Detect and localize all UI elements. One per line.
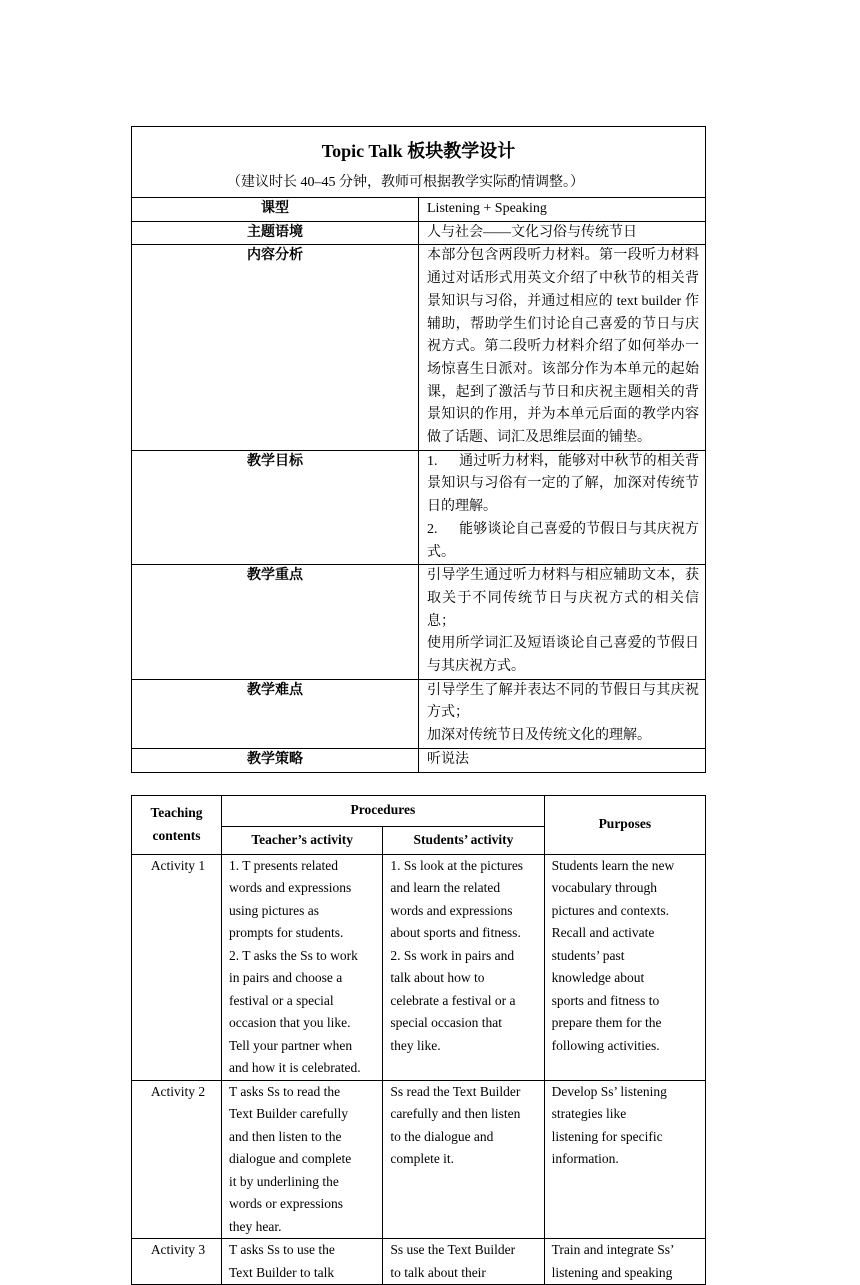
teacher-line: festival or a special bbox=[229, 992, 334, 1008]
row-content-analysis bbox=[132, 245, 706, 450]
students-cell bbox=[383, 1239, 544, 1285]
purposes-line: listening and speaking bbox=[551, 1264, 673, 1280]
teacher-cell bbox=[222, 854, 383, 1080]
purposes-line: strategies like bbox=[551, 1106, 627, 1122]
teacher-line: occasion that you like. bbox=[229, 1015, 351, 1031]
students-line: Ss read the Text Builder bbox=[390, 1083, 521, 1099]
title-cell bbox=[132, 127, 706, 198]
students-line: they like. bbox=[390, 1037, 441, 1053]
teacher-line: in pairs and choose a bbox=[229, 970, 343, 986]
label-key-points: 教学重点 bbox=[132, 565, 419, 680]
purposes-line: Train and integrate Ss’ bbox=[551, 1242, 675, 1258]
students-cell bbox=[383, 1080, 544, 1239]
students-line: Ss use the Text Builder bbox=[390, 1242, 516, 1258]
activity-name: Activity 2 bbox=[132, 1080, 222, 1239]
purposes-cell bbox=[544, 1239, 705, 1285]
students-line: to the dialogue and bbox=[390, 1128, 494, 1144]
teacher-line: 2. T asks the Ss to work bbox=[229, 947, 358, 963]
header-teacher-activity: Teacher’s activity bbox=[222, 826, 383, 854]
label-content-analysis: 内容分析 bbox=[132, 245, 419, 450]
purposes-line: knowledge about bbox=[551, 970, 645, 986]
table-row bbox=[132, 1239, 706, 1285]
teacher-line: Tell your partner when bbox=[229, 1037, 353, 1053]
page-title: Topic Talk 板块教学设计 bbox=[321, 141, 516, 161]
row-teaching-goals bbox=[132, 450, 706, 565]
row-strategy bbox=[132, 748, 706, 772]
label-theme-context: 主题语境 bbox=[132, 221, 419, 245]
students-line: and learn the related bbox=[390, 880, 501, 896]
table-row bbox=[132, 854, 706, 1080]
purposes-line: Develop Ss’ listening bbox=[551, 1083, 667, 1099]
teacher-line: and how it is celebrated. bbox=[229, 1060, 361, 1076]
activity-rows bbox=[132, 854, 706, 1285]
row-key-points bbox=[132, 565, 706, 680]
page-subtitle: （建议时长 40–45 分钟，教师可根据教学实际酌情调整。） bbox=[227, 175, 584, 190]
purposes-line: Recall and activate bbox=[551, 925, 655, 941]
value-lesson-type: Listening + Speaking bbox=[419, 198, 706, 222]
students-line: words and expressions bbox=[390, 902, 513, 918]
teacher-line: Text Builder to talk bbox=[229, 1264, 335, 1280]
teacher-cell bbox=[222, 1080, 383, 1239]
students-line: about sports and fitness. bbox=[390, 925, 521, 941]
students-cell bbox=[383, 854, 544, 1080]
students-line: special occasion that bbox=[390, 1015, 503, 1031]
teacher-line: words or expressions bbox=[229, 1196, 343, 1212]
teacher-line: T asks Ss to use the bbox=[229, 1242, 335, 1258]
procedures-table bbox=[131, 795, 706, 1285]
teacher-line: they hear. bbox=[229, 1218, 282, 1234]
row-difficulties bbox=[132, 679, 706, 748]
teacher-line: using pictures as bbox=[229, 902, 319, 918]
row-theme-context bbox=[132, 221, 706, 245]
row-lesson-type bbox=[132, 198, 706, 222]
purposes-line: sports and fitness to bbox=[551, 992, 660, 1008]
teacher-line: words and expressions bbox=[229, 880, 352, 896]
value-teaching-goals bbox=[419, 450, 706, 565]
header-students-activity: Students’ activity bbox=[383, 826, 544, 854]
activity-name: Activity 1 bbox=[132, 854, 222, 1080]
teacher-line: dialogue and complete bbox=[229, 1151, 352, 1167]
value-key-points: 引导学生通过听力材料与相应辅助文本，获取关于不同传统节日与庆祝方式的相关信息； 使用所学词汇及短语谈论自己喜爱的节假日与其庆祝方式。 bbox=[419, 565, 706, 680]
value-difficulties: 引导学生了解并表达不同的节假日与其庆祝方式； 加深对传统节日及传统文化的理解。 bbox=[419, 679, 706, 748]
header-teaching-contents: Teaching contents bbox=[132, 795, 222, 854]
purposes-cell bbox=[544, 1080, 705, 1239]
value-theme-context: 人与社会——文化习俗与传统节日 bbox=[419, 221, 706, 245]
lesson-plan-page bbox=[131, 126, 706, 1285]
purposes-line: students’ past bbox=[551, 947, 625, 963]
students-line: complete it. bbox=[390, 1151, 455, 1167]
purposes-line: Students learn the new bbox=[551, 857, 675, 873]
design-table bbox=[131, 126, 706, 773]
activity-name: Activity 3 bbox=[132, 1239, 222, 1285]
label-teaching-goals: 教学目标 bbox=[132, 450, 419, 565]
purposes-line: information. bbox=[551, 1151, 619, 1167]
purposes-line: prepare them for the bbox=[551, 1015, 662, 1031]
label-difficulties: 教学难点 bbox=[132, 679, 419, 748]
students-line: celebrate a festival or a bbox=[390, 992, 516, 1008]
header-purposes: Purposes bbox=[544, 795, 705, 854]
students-line: 2. Ss work in pairs and bbox=[390, 947, 515, 963]
value-strategy: 听说法 bbox=[419, 748, 706, 772]
goal-item: 1. 通过听力材料，能够对中秋节的相关背景知识与习俗有一定的了解，加深对传统节日的理解。 bbox=[427, 453, 699, 515]
header-procedures: Procedures bbox=[222, 795, 545, 826]
teacher-line: and then listen to the bbox=[229, 1128, 342, 1144]
value-content-analysis: 本部分包含两段听力材料。第一段听力材料通过对话形式用英文介绍了中秋节的相关背景知识与习俗，并通过相应的 text builder 作辅助，帮助学生们讨论自己喜爱的节日与庆祝方式。第二段听力材料介绍了如何举办一场惊喜生日派对。该部分作为本单元的起始课，起到了激活与节日和庆祝主题相关的背景知识的作用，并为本单元后面的教学内容做了话题、词汇及思维层面的铺垫。 bbox=[419, 245, 706, 450]
teacher-line: prompts for students. bbox=[229, 925, 344, 941]
purposes-line: vocabulary through bbox=[551, 880, 657, 896]
students-line: 1. Ss look at the pictures bbox=[390, 857, 524, 873]
teacher-line: it by underlining the bbox=[229, 1173, 339, 1189]
label-strategy: 教学策略 bbox=[132, 748, 419, 772]
purposes-cell bbox=[544, 854, 705, 1080]
label-lesson-type: 课型 bbox=[132, 198, 419, 222]
students-line: to talk about their bbox=[390, 1264, 486, 1280]
goal-item: 2. 能够谈论自己喜爱的节假日与其庆祝方式。 bbox=[427, 521, 699, 560]
teacher-line: Text Builder carefully bbox=[229, 1106, 349, 1122]
purposes-line: pictures and contexts. bbox=[551, 902, 669, 918]
purposes-line: following activities. bbox=[551, 1037, 660, 1053]
students-line: talk about how to bbox=[390, 970, 485, 986]
teacher-line: 1. T presents related bbox=[229, 857, 338, 873]
teacher-line: T asks Ss to read the bbox=[229, 1083, 341, 1099]
purposes-line: listening for specific bbox=[551, 1128, 663, 1144]
teacher-cell bbox=[222, 1239, 383, 1285]
table-row bbox=[132, 1080, 706, 1239]
students-line: carefully and then listen bbox=[390, 1106, 521, 1122]
